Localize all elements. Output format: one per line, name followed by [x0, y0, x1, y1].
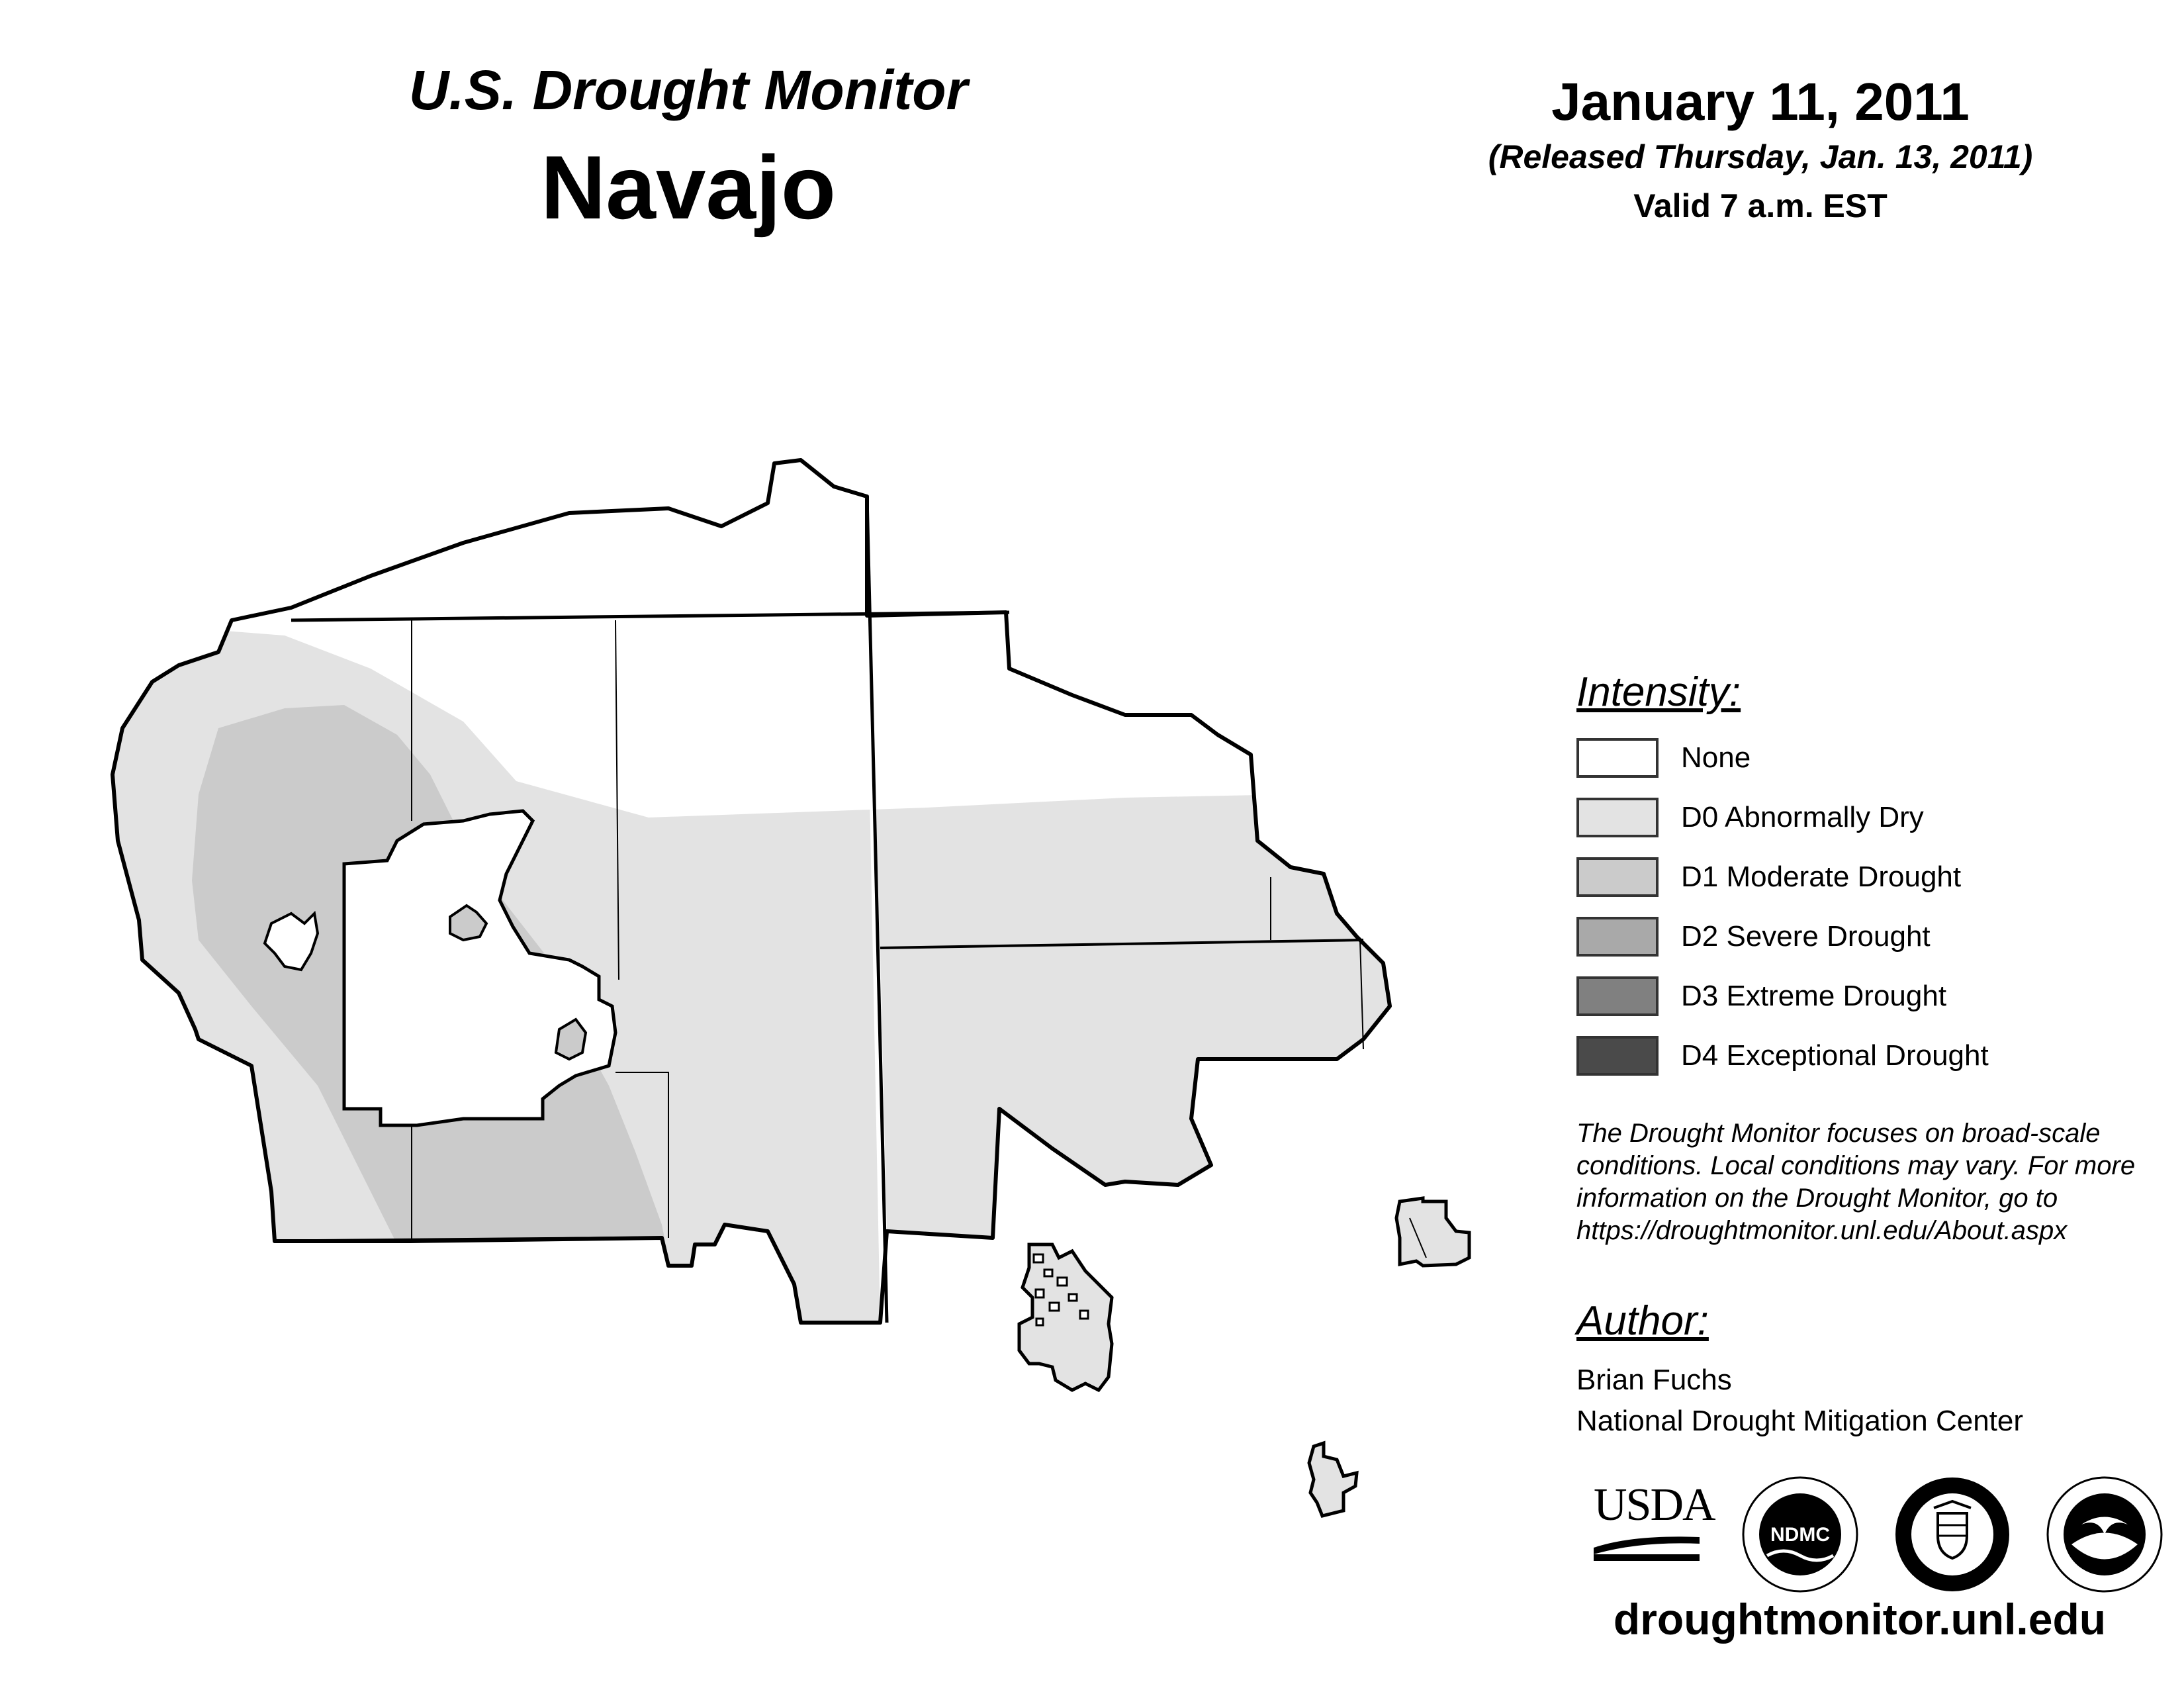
legend-title: Intensity: [1576, 669, 1741, 715]
legend-label: D1 Moderate Drought [1681, 861, 1962, 893]
disclaimer-line: information on the Drought Monitor, go to [1576, 1184, 2058, 1213]
legend-item-none [1576, 737, 1751, 779]
usda-logo-swoosh [1594, 1534, 1700, 1561]
map-date: January 11, 2011 [1551, 72, 1970, 131]
legend-swatch-d3 [1576, 976, 1659, 1016]
map-title: U.S. Drought Monitor [408, 59, 968, 121]
legend-label: D4 Exceptional Drought [1681, 1039, 1989, 1072]
valid-time: Valid 7 a.m. EST [1633, 187, 1888, 224]
footer-url[interactable]: droughtmonitor.unl.edu [1613, 1595, 2107, 1644]
legend-item-d3 [1576, 975, 1946, 1017]
legend-item-d0 [1576, 796, 1924, 839]
release-date: (Released Thursday, Jan. 13, 2011) [1488, 138, 2033, 175]
ndmc-logo-text: NDMC [1770, 1524, 1830, 1546]
noaa-logo [2045, 1475, 2164, 1594]
legend-swatch-none [1576, 738, 1659, 778]
legend-label: D3 Extreme Drought [1681, 980, 1947, 1012]
region-title: Navajo [541, 137, 836, 238]
legend-item-d2 [1576, 915, 1931, 958]
ndmc-logo [1741, 1475, 1860, 1594]
parcel-south [1019, 1244, 1112, 1390]
legend-label: None [1681, 741, 1751, 774]
commerce-seal-logo [1893, 1475, 2012, 1594]
legend-swatch-d2 [1576, 917, 1659, 957]
legend-swatch-d1 [1576, 857, 1659, 897]
legend-swatch-d0 [1576, 798, 1659, 837]
parcel-east [1396, 1198, 1469, 1266]
author-organization: National Drought Mitigation Center [1576, 1405, 2024, 1437]
author-name: Brian Fuchs [1576, 1364, 1732, 1396]
legend-swatch-d4 [1576, 1036, 1659, 1076]
usda-logo: USDA [1594, 1479, 1715, 1530]
legend-item-d4 [1576, 1035, 1989, 1077]
parcel-southeast [1309, 1443, 1357, 1516]
author-title: Author: [1576, 1298, 1709, 1344]
disclaimer-url[interactable]: https://droughtmonitor.unl.edu/About.aspx [1576, 1216, 2068, 1245]
disclaimer-line: The Drought Monitor focuses on broad-scale [1576, 1119, 2101, 1148]
disclaimer-text [1576, 1117, 2172, 1247]
disclaimer-line: conditions. Local conditions may vary. For more [1576, 1151, 2136, 1180]
legend-label: D0 Abnormally Dry [1681, 801, 1924, 833]
legend-label: D2 Severe Drought [1681, 920, 1931, 953]
legend-item-d1 [1576, 856, 1961, 898]
